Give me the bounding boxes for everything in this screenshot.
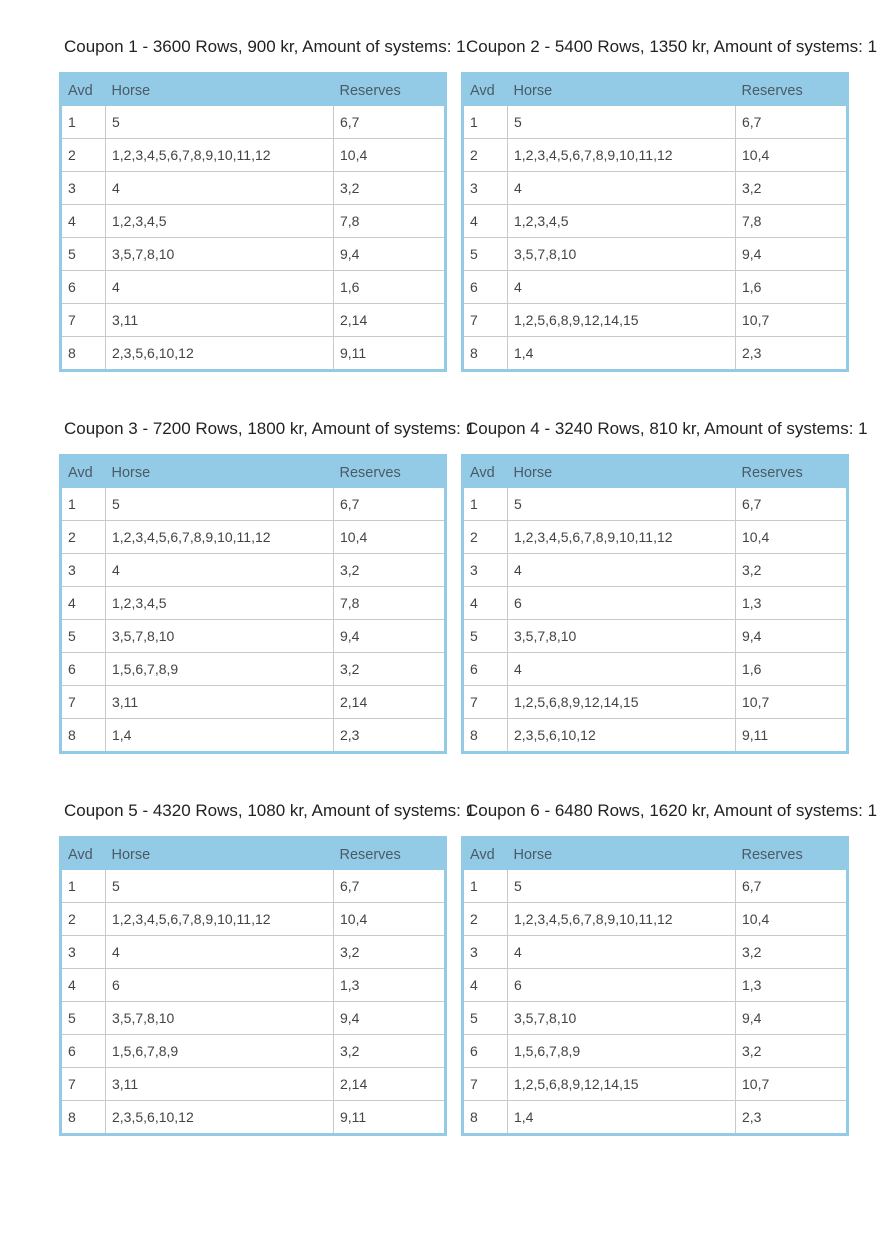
avd-cell: 7 (463, 304, 508, 337)
table-header-row (463, 456, 848, 489)
reserves-cell: 6,7 (736, 488, 848, 521)
table-row (61, 554, 446, 587)
table-row (61, 653, 446, 686)
reserves-cell: 9,11 (334, 337, 446, 371)
table-row (463, 488, 848, 521)
horse-cell: 1,5,6,7,8,9 (106, 653, 334, 686)
table-row (463, 1101, 848, 1135)
header-reserves: Reserves (736, 838, 848, 871)
avd-cell: 5 (61, 238, 106, 271)
avd-cell: 3 (61, 172, 106, 205)
coupon-title: Coupon 5 - 4320 Rows, 1080 kr, Amount of systems: 1 (64, 801, 476, 820)
table-row (61, 1002, 446, 1035)
avd-cell: 7 (61, 1068, 106, 1101)
table-row (463, 337, 848, 371)
header-horse: Horse (508, 456, 736, 489)
horse-cell: 1,5,6,7,8,9 (508, 1035, 736, 1068)
table-row (463, 1035, 848, 1068)
table-row (61, 106, 446, 139)
table-row (61, 271, 446, 304)
header-reserves: Reserves (736, 456, 848, 489)
avd-cell: 7 (61, 686, 106, 719)
horse-cell: 4 (508, 936, 736, 969)
reserves-cell: 3,2 (736, 554, 848, 587)
avd-cell: 3 (61, 554, 106, 587)
avd-cell: 8 (463, 337, 508, 371)
table-row (61, 238, 446, 271)
horse-cell: 1,2,5,6,8,9,12,14,15 (508, 1068, 736, 1101)
header-avd: Avd (61, 456, 106, 489)
table-row (61, 1101, 446, 1135)
table-row (61, 686, 446, 719)
reserves-cell: 7,8 (736, 205, 848, 238)
reserves-cell: 3,2 (334, 1035, 446, 1068)
horse-cell: 5 (106, 488, 334, 521)
avd-cell: 4 (61, 205, 106, 238)
avd-cell: 4 (61, 969, 106, 1002)
table-header-row (61, 838, 446, 871)
coupon-title: Coupon 4 - 3240 Rows, 810 kr, Amount of systems: 1 (466, 419, 868, 438)
table-row (61, 139, 446, 172)
header-horse: Horse (106, 74, 334, 107)
avd-cell: 5 (61, 1002, 106, 1035)
header-reserves: Reserves (736, 74, 848, 107)
table-row (463, 969, 848, 1002)
horse-cell: 3,11 (106, 1068, 334, 1101)
horse-cell: 3,5,7,8,10 (106, 620, 334, 653)
reserves-cell: 9,4 (334, 238, 446, 271)
avd-cell: 6 (463, 1035, 508, 1068)
header-reserves: Reserves (334, 74, 446, 107)
avd-cell: 1 (463, 106, 508, 139)
header-avd: Avd (463, 838, 508, 871)
table-row (61, 903, 446, 936)
header-horse: Horse (508, 74, 736, 107)
header-horse: Horse (106, 838, 334, 871)
avd-cell: 1 (61, 488, 106, 521)
reserves-cell: 2,3 (334, 719, 446, 753)
horse-cell: 6 (508, 587, 736, 620)
horse-cell: 4 (508, 653, 736, 686)
reserves-cell: 9,4 (334, 1002, 446, 1035)
reserves-cell: 10,4 (736, 521, 848, 554)
avd-cell: 8 (61, 719, 106, 753)
coupon-table (59, 72, 447, 372)
table-row (61, 488, 446, 521)
table-row (463, 653, 848, 686)
avd-cell: 1 (61, 870, 106, 903)
horse-cell: 1,2,3,4,5 (508, 205, 736, 238)
horse-cell: 1,4 (508, 1101, 736, 1135)
table-row (61, 620, 446, 653)
reserves-cell: 6,7 (334, 106, 446, 139)
reserves-cell: 1,6 (334, 271, 446, 304)
avd-cell: 2 (463, 903, 508, 936)
coupon-table (59, 836, 447, 1136)
reserves-cell: 10,7 (736, 304, 848, 337)
avd-cell: 8 (61, 337, 106, 371)
horse-cell: 4 (508, 271, 736, 304)
horse-cell: 1,2,3,4,5,6,7,8,9,10,11,12 (508, 521, 736, 554)
avd-cell: 1 (61, 106, 106, 139)
table-row (463, 271, 848, 304)
coupon-title: Coupon 6 - 6480 Rows, 1620 kr, Amount of systems: 1 (466, 801, 878, 820)
reserves-cell: 7,8 (334, 205, 446, 238)
reserves-cell: 10,7 (736, 1068, 848, 1101)
table-row (463, 903, 848, 936)
reserves-cell: 3,2 (736, 1035, 848, 1068)
table-row (463, 521, 848, 554)
horse-cell: 3,5,7,8,10 (106, 1002, 334, 1035)
avd-cell: 5 (463, 238, 508, 271)
horse-cell: 1,2,3,4,5 (106, 205, 334, 238)
reserves-cell: 3,2 (334, 653, 446, 686)
table-row (463, 554, 848, 587)
reserves-cell: 3,2 (334, 172, 446, 205)
coupon-table (461, 836, 849, 1136)
table-row (61, 304, 446, 337)
reserves-cell: 7,8 (334, 587, 446, 620)
header-reserves: Reserves (334, 838, 446, 871)
reserves-cell: 10,7 (736, 686, 848, 719)
reserves-cell: 10,4 (334, 521, 446, 554)
avd-cell: 8 (463, 719, 508, 753)
reserves-cell: 9,11 (334, 1101, 446, 1135)
reserves-cell: 1,3 (736, 587, 848, 620)
horse-cell: 1,2,3,4,5,6,7,8,9,10,11,12 (106, 903, 334, 936)
horse-cell: 4 (106, 936, 334, 969)
horse-cell: 1,2,3,4,5,6,7,8,9,10,11,12 (508, 139, 736, 172)
avd-cell: 2 (61, 139, 106, 172)
horse-cell: 1,2,3,4,5,6,7,8,9,10,11,12 (106, 521, 334, 554)
horse-cell: 2,3,5,6,10,12 (106, 337, 334, 371)
table-row (61, 936, 446, 969)
avd-cell: 7 (463, 686, 508, 719)
table-row (463, 686, 848, 719)
header-avd: Avd (61, 838, 106, 871)
horse-cell: 4 (106, 271, 334, 304)
horse-cell: 5 (508, 870, 736, 903)
table-row (61, 1068, 446, 1101)
horse-cell: 6 (106, 969, 334, 1002)
table-row (463, 870, 848, 903)
avd-cell: 8 (61, 1101, 106, 1135)
horse-cell: 5 (106, 106, 334, 139)
table-row (61, 1035, 446, 1068)
header-avd: Avd (61, 74, 106, 107)
horse-cell: 1,4 (508, 337, 736, 371)
horse-cell: 6 (508, 969, 736, 1002)
table-row (61, 172, 446, 205)
horse-cell: 4 (106, 554, 334, 587)
reserves-cell: 9,4 (736, 620, 848, 653)
avd-cell: 2 (61, 903, 106, 936)
reserves-cell: 10,4 (736, 139, 848, 172)
reserves-cell: 2,14 (334, 686, 446, 719)
horse-cell: 1,2,3,4,5,6,7,8,9,10,11,12 (508, 903, 736, 936)
reserves-cell: 2,14 (334, 304, 446, 337)
reserves-cell: 10,4 (334, 139, 446, 172)
horse-cell: 4 (508, 554, 736, 587)
header-avd: Avd (463, 74, 508, 107)
table-row (463, 719, 848, 753)
avd-cell: 8 (463, 1101, 508, 1135)
table-row (61, 337, 446, 371)
reserves-cell: 3,2 (334, 936, 446, 969)
table-row (61, 969, 446, 1002)
table-row (61, 870, 446, 903)
reserves-cell: 6,7 (334, 870, 446, 903)
avd-cell: 4 (463, 205, 508, 238)
horse-cell: 4 (106, 172, 334, 205)
avd-cell: 6 (463, 271, 508, 304)
horse-cell: 1,2,3,4,5,6,7,8,9,10,11,12 (106, 139, 334, 172)
reserves-cell: 1,6 (736, 271, 848, 304)
table-row (463, 620, 848, 653)
table-row (463, 205, 848, 238)
reserves-cell: 1,3 (736, 969, 848, 1002)
horse-cell: 1,4 (106, 719, 334, 753)
header-horse: Horse (106, 456, 334, 489)
table-row (463, 304, 848, 337)
horse-cell: 1,2,3,4,5 (106, 587, 334, 620)
table-header-row (61, 456, 446, 489)
reserves-cell: 2,3 (736, 1101, 848, 1135)
table-header-row (463, 74, 848, 107)
reserves-cell: 9,11 (736, 719, 848, 753)
table-row (61, 205, 446, 238)
table-header-row (61, 74, 446, 107)
table-header-row (463, 838, 848, 871)
horse-cell: 3,11 (106, 304, 334, 337)
coupon-title: Coupon 2 - 5400 Rows, 1350 kr, Amount of systems: 1 (466, 37, 878, 56)
avd-cell: 5 (463, 1002, 508, 1035)
horse-cell: 3,11 (106, 686, 334, 719)
horse-cell: 1,2,5,6,8,9,12,14,15 (508, 686, 736, 719)
horse-cell: 5 (508, 488, 736, 521)
table-row (61, 587, 446, 620)
table-row (61, 521, 446, 554)
avd-cell: 2 (61, 521, 106, 554)
avd-cell: 3 (463, 554, 508, 587)
table-row (463, 172, 848, 205)
horse-cell: 2,3,5,6,10,12 (508, 719, 736, 753)
table-row (463, 1002, 848, 1035)
horse-cell: 3,5,7,8,10 (508, 1002, 736, 1035)
table-row (463, 139, 848, 172)
avd-cell: 4 (61, 587, 106, 620)
reserves-cell: 3,2 (736, 936, 848, 969)
avd-cell: 5 (463, 620, 508, 653)
table-row (61, 719, 446, 753)
coupon-title: Coupon 3 - 7200 Rows, 1800 kr, Amount of systems: 1 (64, 419, 476, 438)
avd-cell: 2 (463, 521, 508, 554)
reserves-cell: 6,7 (736, 106, 848, 139)
reserves-cell: 1,6 (736, 653, 848, 686)
reserves-cell: 10,4 (334, 903, 446, 936)
horse-cell: 5 (508, 106, 736, 139)
table-row (463, 238, 848, 271)
header-horse: Horse (508, 838, 736, 871)
coupon-table (461, 72, 849, 372)
reserves-cell: 1,3 (334, 969, 446, 1002)
reserves-cell: 2,14 (334, 1068, 446, 1101)
horse-cell: 1,5,6,7,8,9 (106, 1035, 334, 1068)
avd-cell: 1 (463, 870, 508, 903)
avd-cell: 6 (463, 653, 508, 686)
header-avd: Avd (463, 456, 508, 489)
avd-cell: 3 (463, 936, 508, 969)
reserves-cell: 6,7 (334, 488, 446, 521)
horse-cell: 4 (508, 172, 736, 205)
reserves-cell: 3,2 (736, 172, 848, 205)
coupon-title: Coupon 1 - 3600 Rows, 900 kr, Amount of systems: 1 (64, 37, 466, 56)
avd-cell: 2 (463, 139, 508, 172)
table-row (463, 106, 848, 139)
reserves-cell: 10,4 (736, 903, 848, 936)
coupon-table (59, 454, 447, 754)
header-reserves: Reserves (334, 456, 446, 489)
avd-cell: 6 (61, 1035, 106, 1068)
horse-cell: 3,5,7,8,10 (508, 620, 736, 653)
avd-cell: 1 (463, 488, 508, 521)
horse-cell: 3,5,7,8,10 (508, 238, 736, 271)
avd-cell: 7 (61, 304, 106, 337)
table-row (463, 1068, 848, 1101)
horse-cell: 5 (106, 870, 334, 903)
reserves-cell: 9,4 (736, 238, 848, 271)
table-row (463, 587, 848, 620)
table-row (463, 936, 848, 969)
reserves-cell: 6,7 (736, 870, 848, 903)
avd-cell: 3 (463, 172, 508, 205)
reserves-cell: 2,3 (736, 337, 848, 371)
avd-cell: 6 (61, 271, 106, 304)
coupon-table (461, 454, 849, 754)
reserves-cell: 9,4 (736, 1002, 848, 1035)
avd-cell: 6 (61, 653, 106, 686)
avd-cell: 4 (463, 969, 508, 1002)
avd-cell: 5 (61, 620, 106, 653)
reserves-cell: 9,4 (334, 620, 446, 653)
horse-cell: 3,5,7,8,10 (106, 238, 334, 271)
avd-cell: 7 (463, 1068, 508, 1101)
avd-cell: 3 (61, 936, 106, 969)
avd-cell: 4 (463, 587, 508, 620)
horse-cell: 2,3,5,6,10,12 (106, 1101, 334, 1135)
reserves-cell: 3,2 (334, 554, 446, 587)
horse-cell: 1,2,5,6,8,9,12,14,15 (508, 304, 736, 337)
